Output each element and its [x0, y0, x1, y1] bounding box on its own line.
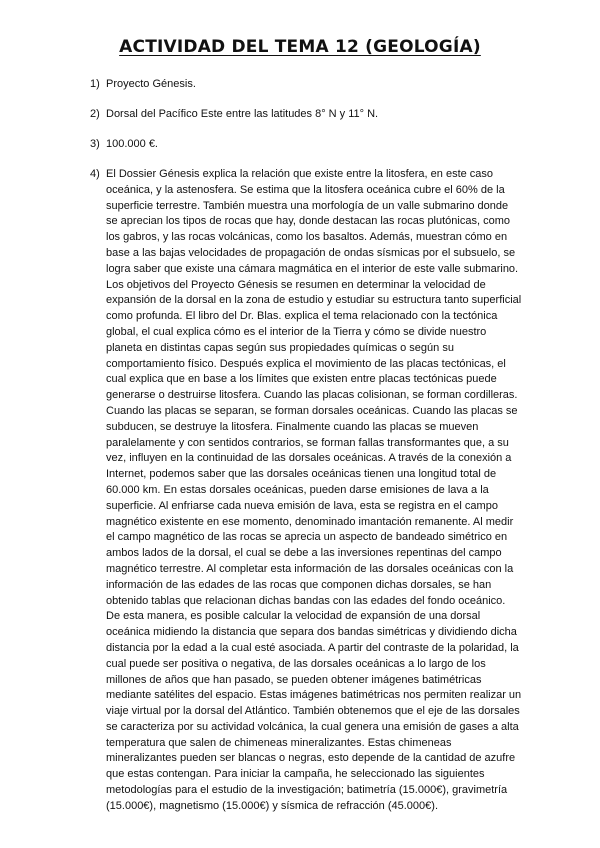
paragraph-line: superficie terrestre. También muestra una morfología de un valle submarino donde — [106, 199, 509, 212]
paragraph-line: Internet, podemos saber que las dorsales oceánicas tienen una longitud total de — [106, 468, 497, 481]
paragraph-line: se aprecian los tipos de rocas que hay, donde destacan las rocas plutónicas, como — [106, 215, 510, 228]
paragraph-line: superficie. Al enfriarse cada nueva emisión de lava, esta se registra en el campo — [106, 499, 498, 512]
paragraph-line: Cuando las placas se separan, se forman dorsales oceánicas. Cuando las placas se — [106, 404, 518, 417]
paragraph-line: oceánica midiendo la distancia que separa dos bandas simétricas y dividiendo dicha — [106, 626, 517, 639]
paragraph-line: generarse o destruirse litosfera. Cuando las placas colisionan, se forman cordilleras. — [106, 389, 518, 402]
paragraph-line: los gabros, y las rocas volcánicas, como los basaltos. Además, muestran cómo en — [106, 231, 508, 244]
list-item-text: Proyecto Génesis. — [106, 78, 196, 90]
paragraph-line: viaje virtual por la dorsal del Atlántico. También obtenemos que el eje de las dorsales — [106, 705, 520, 718]
paragraph-line: distancia por la edad a la cual esté asociada. A partir del contraste de la polaridad, la — [106, 641, 519, 654]
list-item-number: 4) — [90, 168, 100, 180]
paragraph-line: magnético terrestre. Al completar esta información de las dorsales oceánicas con la — [106, 562, 514, 575]
paragraph-line: (15.000€), magnetismo (15.000€) y sísmica de refracción (45.000€). — [106, 799, 438, 812]
paragraph-line: cual explica que en base a los límites que existen entre placas tectónicas puede — [106, 373, 497, 386]
paragraph-line: planeta en distintas capas según sus propiedades químicas o según su — [106, 341, 454, 354]
document-title — [0, 36, 600, 58]
document-title-text: ACTIVIDAD DEL TEMA 12 (GEOLOGÍA) — [119, 37, 481, 57]
paragraph-line: vez, influyen en la continuidad de las dorsales oceánicas. A través de la conexión a — [106, 452, 512, 465]
paragraph-line: metodologías para el estudio de la investigación; batimetría (15.000€), gravimetría — [106, 784, 508, 797]
paragraph-line: magnético existente en ese momento, denominado imantación remanente. Al medir — [106, 515, 514, 528]
paragraph-line: base a las bajas velocidades de propagación de ondas sísmicas por el subsuelo, se — [106, 246, 516, 259]
paragraph-line: expansión de la dorsal en la zona de estudio y estudiar su estructura tanto superficial — [106, 294, 522, 307]
list-item-text: Dorsal del Pacífico Este entre las latitudes 8° N y 11° N. — [106, 108, 379, 120]
paragraph-line: el campo magnético de las rocas se aprecia un aspecto de bandeado simétrico en — [106, 531, 508, 544]
paragraph-line: se caracteriza por su actividad volcánica, la cual genera una emisión de gases a alta — [106, 720, 519, 733]
paragraph-line: obtenido tablas que relacionan dichas bandas con las edades del fondo oceánico. — [106, 594, 506, 607]
paragraph-line: temperatura que salen de chimeneas mineralizantes. Estas chimeneas — [106, 736, 452, 749]
paragraph-line: subducen, se destruye la litosfera. Finalmente cuando las placas se mueven — [106, 420, 479, 433]
paragraph-line: logra saber que existe una cámara magmática en el interior de este valle submarino. — [106, 262, 519, 275]
paragraph-line: global, el cual explica cómo es el interior de la Tierra y cómo se divide nuestro — [106, 325, 487, 338]
list-item-paragraph — [106, 167, 528, 815]
paragraph-line: información de las edades de las rocas que componen dichas dorsales, se han — [106, 578, 492, 591]
paragraph-line: El Dossier Génesis explica la relación que existe entre la litosfera, en este caso — [106, 168, 494, 180]
paragraph-line: 60.000 km. En estas dorsales oceánicas, pueden darse emisiones de lava a la — [106, 483, 489, 496]
paragraph-line: que estas contengan. Para iniciar la campaña, he seleccionado las siguientes — [106, 768, 485, 781]
list-item-text: 100.000 €. — [106, 138, 158, 150]
paragraph-line: oceánica, y la astenosfera. Se estima que la litosfera oceánica cubre el 60% de la — [106, 183, 505, 196]
paragraph-line: como profunda. El libro del Dr. Blas. explica el tema relacionado con la tectónica — [106, 310, 498, 323]
paragraph-line: millones de años que han pasado, se pueden obtener imágenes batimétricas — [106, 673, 482, 686]
list-item-number: 3) — [90, 138, 100, 150]
list-item-number: 2) — [90, 108, 100, 120]
paragraph-line: mineralizantes pueden ser blancas o negras, esto depende de la cantidad de azufre — [106, 752, 516, 765]
paragraph-line: De esta manera, es posible calcular la velocidad de expansión de una dorsal — [106, 610, 481, 623]
list-item-number: 1) — [90, 78, 100, 90]
paragraph-line: cual puede ser positiva o negativa, de las dorsales oceánicas a lo largo de los — [106, 657, 486, 670]
paragraph-line: paralelamente y con sentidos contrarios, se forman fallas transformantes que, a su — [106, 436, 509, 449]
paragraph-line: mediante satélites del espacio. Estas imágenes batimétricas nos permiten realizar un — [106, 689, 522, 702]
paragraph-line: ambos lados de la dorsal, el cual se debe a las inversiones repentinas del campo — [106, 547, 502, 560]
paragraph-line: comportamiento físico. Después explica el movimiento de las placas tectónicas, el — [106, 357, 506, 370]
paragraph-line: Los objetivos del Proyecto Génesis se resumen en determinar la velocidad de — [106, 278, 486, 291]
